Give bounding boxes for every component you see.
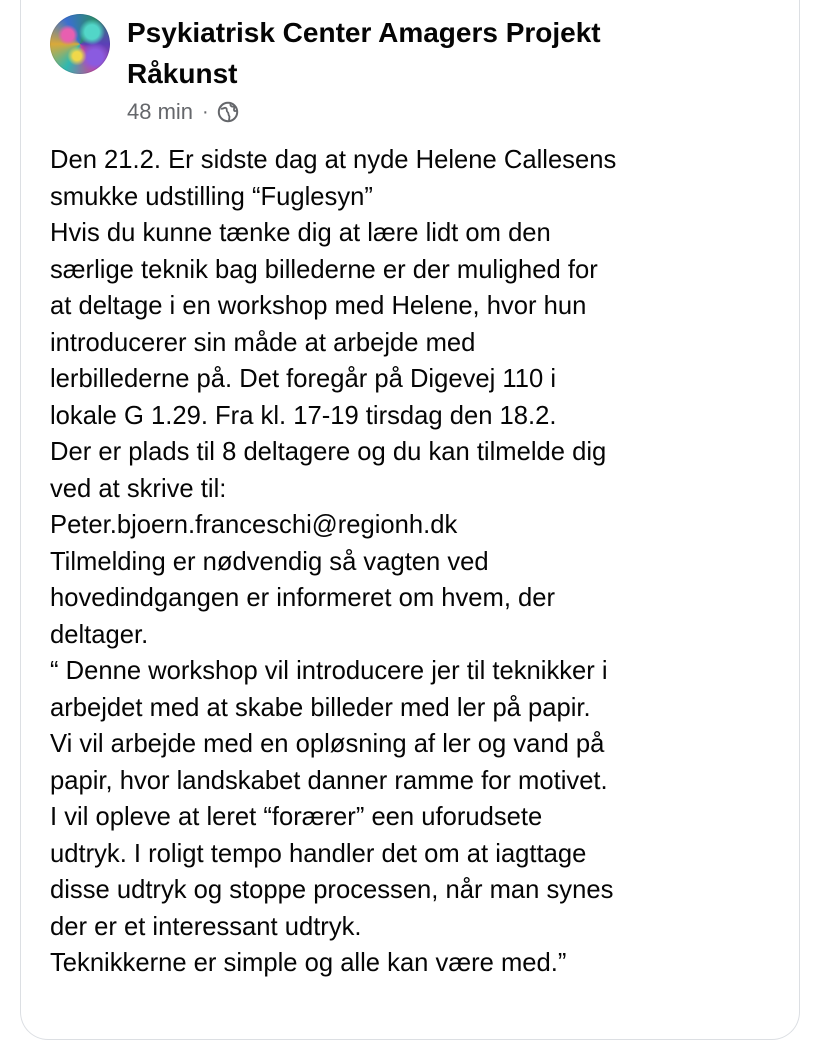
post-meta [127, 97, 239, 127]
meta-separator: · [202, 100, 209, 123]
post-body-line: deltager. [50, 620, 149, 649]
post-body-line: Hvis du kunne tænke dig at lære lidt om den [50, 219, 551, 247]
author-name-line-1[interactable]: Psykiatrisk Center Amagers Projekt [127, 17, 601, 48]
post-body-line: smukke udstilling “Fuglesyn” [50, 182, 373, 211]
post-body-line: introducerer sin måde at arbejde med [50, 328, 476, 357]
author-name-line-2[interactable]: Råkunst [127, 58, 238, 89]
post-body-line: udtryk. I roligt tempo handler det om at iagttage [50, 839, 587, 868]
post-body-line: disse udtryk og stoppe processen, når man synes [50, 876, 614, 904]
post-body-line: lokale G 1.29. Fra kl. 17-19 tirsdag den 18.2. [50, 401, 557, 430]
post-body-line: arbejdet med at skabe billeder med ler på papir. [50, 693, 591, 722]
post-body-line: Teknikkerne er simple og alle kan være med.” [50, 949, 567, 977]
post-body-line: Tilmelding er nødvendig så vagten ved [50, 547, 489, 576]
post-body-line: Der er plads til 8 deltagere og du kan tilmelde dig [50, 438, 607, 466]
post-body-line: I vil opleve at leret “forærer” een uforudsete [50, 803, 543, 831]
globe-icon[interactable] [217, 101, 239, 123]
post-body-line: Vi vil arbejde med en opløsning af ler og vand på [50, 730, 605, 758]
post-body-line: ved at skrive til: [50, 474, 227, 503]
post-body-line: papir, hvor landskabet danner ramme for motivet. [50, 766, 608, 795]
author-avatar[interactable] [50, 14, 110, 74]
post-body-line: “ Denne workshop vil introducere jer til teknikker i [50, 657, 608, 685]
post-body-line: særlige teknik bag billederne er der mulighed for [50, 255, 598, 284]
post-body-line: at deltage i en workshop med Helene, hvor hun [50, 292, 587, 320]
author-name[interactable] [127, 12, 747, 94]
post-timestamp[interactable]: 48 min [127, 99, 194, 124]
post-body-line: lerbillederne på. Det foregår på Digevej 110 i [50, 365, 557, 393]
post-body-line: Peter.bjoern.franceschi@regionh.dk [50, 511, 458, 539]
post-body-line: der er et interessant udtryk. [50, 912, 362, 941]
post-body [50, 142, 790, 982]
post-body-line: Den 21.2. Er sidste dag at nyde Helene Callesens [50, 146, 617, 174]
post-body-line: hovedindgangen er informeret om hvem, der [50, 584, 556, 612]
